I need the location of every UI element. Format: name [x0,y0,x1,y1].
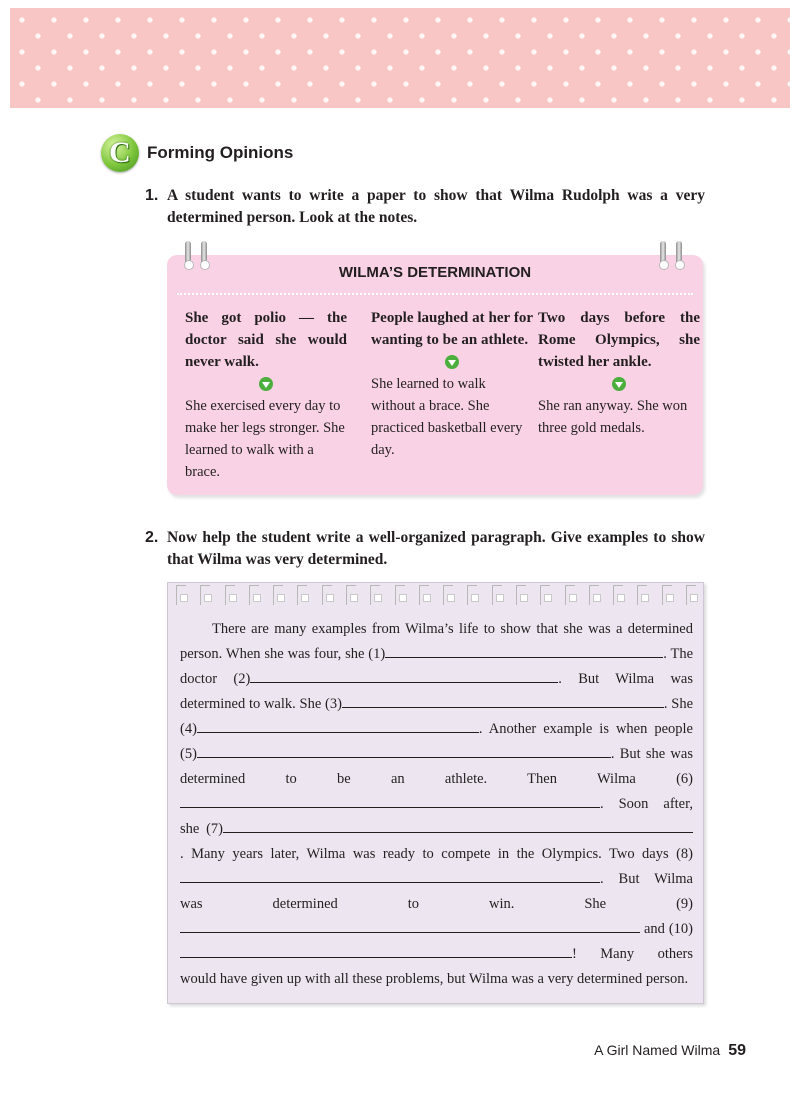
question-2-text: Now help the student write a well-organized paragraph. Give examples to show that Wilma was very determined. [167,529,705,568]
notes-divider [177,293,693,295]
answer-blank-1[interactable] [385,643,663,658]
answer-blank-9[interactable] [180,918,640,933]
notes-effect: She ran anyway. She won three gold medals. [538,398,688,436]
notes-column-2 [371,307,533,461]
notes-card [167,255,703,495]
page-number: 59 [728,1042,746,1059]
answer-blank-4[interactable] [197,718,479,733]
notes-cause: She got polio — the doctor said she would never walk. [185,310,347,370]
paragraph-text: . Another example is when people (5) [180,721,693,762]
notes-cause: People laughed at her for wanting to be an athlete. [371,310,533,348]
answer-blank-2[interactable] [250,668,558,683]
arrow-down-icon [445,355,459,369]
section-title: Forming Opinions [147,143,294,162]
answer-blank-10[interactable] [180,943,572,958]
notes-effect: She learned to walk without a brace. She practiced basketball every day. [371,376,523,458]
notes-effect: She exercised every day to make her legs stronger. She learned to walk with a brace. [185,398,345,480]
answer-blank-3[interactable] [342,693,664,708]
paragraph-text: ! Many others would have given up with all these problems, but Wilma was a very determined person. [180,946,693,987]
notes-cause: Two days before the Rome Olympics, she twisted her ankle. [538,310,700,370]
question-1 [145,185,705,229]
paragraph-text: . But Wilma was determined to walk. She (3) [180,671,693,712]
paragraph-text: . Many years later, Wilma was ready to compete in the Olympics. Two days (8) [180,846,693,862]
notes-column-3 [538,307,700,439]
section-heading [101,133,293,173]
page-footer [594,1042,746,1060]
footer-title: A Girl Named Wilma [594,1042,721,1058]
paragraph-text: . The doctor (2) [180,646,693,687]
paragraph-text: There are many examples from Wilma’s life to show that she was a determined person. When she was four, she (1) [180,621,693,662]
answer-blank-8[interactable] [180,868,600,883]
fill-in-paragraph [180,617,693,992]
section-badge: C [101,134,139,172]
notes-column-1 [185,307,347,483]
answer-blank-7[interactable] [223,818,693,833]
question-2 [145,527,705,571]
writing-paper [167,582,704,1004]
notes-title: WILMA’S DETERMINATION [338,264,532,281]
question-2-number: 2. [145,529,159,546]
answer-blank-6[interactable] [180,793,600,808]
arrow-down-icon [612,377,626,391]
paragraph-text: . She (4) [180,696,694,737]
paragraph-text: . But Wilma was determined to win. She (9) [180,871,693,912]
paragraph-text: . But she was determined to be an athlete. Then Wilma (6) [180,746,693,787]
paragraph-text: and (10) [640,921,693,937]
decorative-banner [10,8,790,108]
question-1-number: 1. [145,187,159,204]
answer-blank-5[interactable] [197,743,611,758]
question-1-text: A student wants to write a paper to show that Wilma Rudolph was a very determined person. Look at the notes. [167,187,705,226]
perforation-edge [176,585,696,609]
paragraph-text: . Soon after, she (7) [180,796,693,837]
arrow-down-icon [259,377,273,391]
